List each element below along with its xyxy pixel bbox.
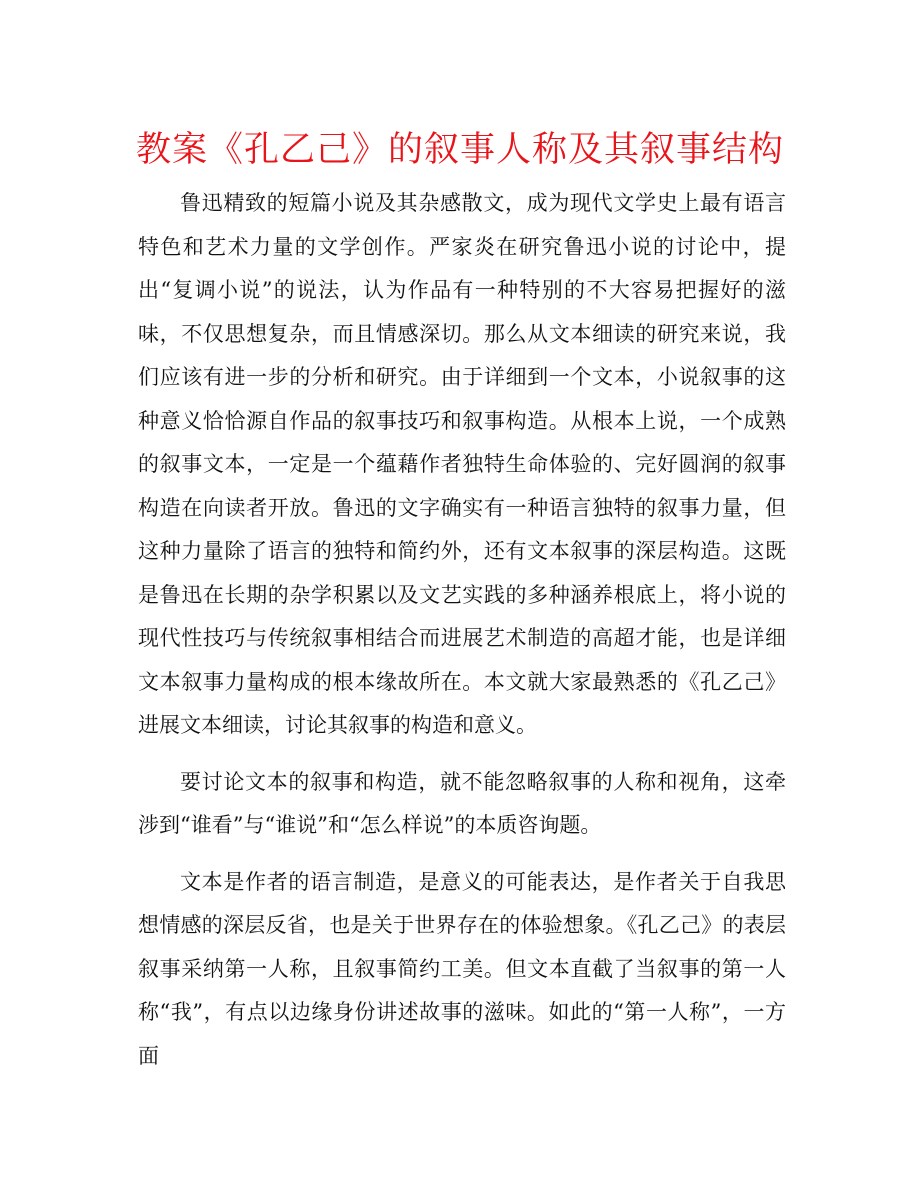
paragraph-2: 要讨论文本的叙事和构造，就不能忽略叙事的人称和视角，这牵涉到“谁看”与“谁说”和“怎么样说”的本质咨询题。: [138, 769, 786, 837]
paragraph-1: 鲁迅精致的短篇小说及其杂感散文，成为现代文学史上最有语言特色和艺术力量的文学创作。严家炎在研究鲁迅小说的讨论中，提出“复调小说”的说法，认为作品有一种特别的不大容易把握好的滋味，不仅思想复杂，而且情感深切。那么从文本细读的研究来说，我们应该有进一步的分析和研究。由于详细到一个文本，小说叙事的这种意义恰恰源自作品的叙事技巧和叙事构造。从根本上说，一个成熟的叙事文本，一定是一个蕴藉作者独特生命体验的、完好圆润的叙事构造在向读者开放。鲁迅的文字确实有一种语言独特的叙事力量，但这种力量除了语言的独特和简约外，还有文本叙事的深层构造。这既是鲁迅在长期的杂学积累以及文艺实践的多种涵养根底上，将小说的现代性技巧与传统叙事相结合而进展艺术制造的高超才能，也是详细文本叙事力量构成的根本缘故所在。本文就大家最熟悉的《孔乙己》进展文本细读，讨论其叙事的构造和意义。: [138, 191, 786, 737]
paragraph-3: 文本是作者的语言制造，是意义的可能表达，是作者关于自我思想情感的深层反省，也是关于世界存在的体验想象。《孔乙己》的表层叙事采纳第一人称，且叙事简约工美。但文本直截了当叙事的第一人称“我”，有点以边缘身份讲述故事的滋味。如此的“第一人称”，一方面: [138, 869, 786, 1068]
document-body: [138, 182, 786, 1078]
document-title: 教案《孔乙己》的叙事人称及其叙事结构: [135, 130, 784, 170]
